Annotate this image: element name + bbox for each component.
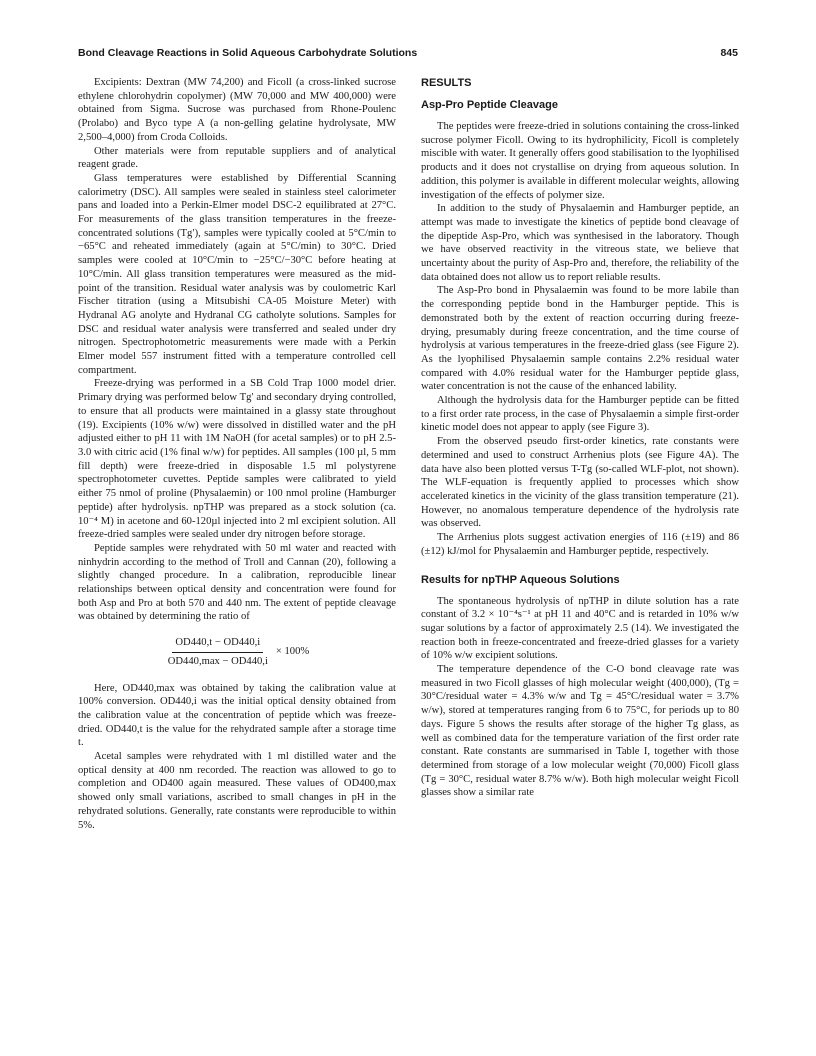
right-column xyxy=(421,76,739,800)
paragraph-arrhenius-plots: From the observed pseudo first-order kinetics, rate constants were determined and used to construct Arrhenius plots (see Figure 4A). The data have also been plotted versus T-Tg (so-called WLF-plot, not shown). The WLF-equation is frequently applied to processes which show accelerated kinetics in the vicinity of the glass transition temperature (21). However, no anomalous temperature dependence of the hydrolysis rate was observed. xyxy=(421,436,739,530)
running-title: Bond Cleavage Reactions in Solid Aqueous Carbohydrate Solutions xyxy=(78,47,418,59)
paragraph-peptide-samples: Peptide samples were rehydrated with 50 ml water and reacted with ninhydrin according to the method of Troll and Cannan (20), following a slightly changed procedure. In a calibration, reproducible linear relationships between optical density and concentration were found for both Asp and Pro at both 570 and 440 nm. The extent of peptide cleavage was obtained by determining the ratio of xyxy=(78,542,396,623)
formula-fraction xyxy=(165,636,271,668)
section-title-results: RESULTS xyxy=(421,77,472,89)
subsection-title-asp-pro: Asp-Pro Peptide Cleavage xyxy=(421,99,558,111)
paragraph-activation-energies: The Arrhenius plots suggest activation energies of 116 (±19) and 86 (±12) kJ/mol for Physalaemin and Hamburger peptide, respectively. xyxy=(421,532,739,557)
page-number: 845 xyxy=(720,47,738,59)
cleavage-ratio-formula xyxy=(78,636,396,668)
paragraph-asp-pro-dipeptide: In addition to the study of Physalaemin and Hamburger peptide, an attempt was made to investigate the kinetics of peptide bond cleavage of the dipeptide Asp-Pro, which was synthesised in the laboratory. Though we have observed reactivity in the vitreous state, we believe that uncertainty about the purity of Asp-Pro and, therefore, the reliability of the data obtained does not allow us to report reliable results. xyxy=(421,203,739,283)
paragraph-excipients: Excipients: Dextran (MW 74,200) and Ficoll (a cross-linked sucrose ethylene chlorohydrin copolymer) (MW 70,000 and MW 400,000) were obtained from Sigma. Sucrose was purchased from Rhone-Poulenc (Prolabo) and Byco type A (a non-gelling gelatine hydrolysate, MW 2,500–4,000) from Croda Colloids. xyxy=(78,77,396,143)
paragraph-ficoll: The peptides were freeze-dried in solutions containing the cross-linked sucrose polymer Ficoll. Owing to its hydrophilicity, Ficoll is completely miscible with water. It generally offers good stabilisation to the lyophilised products and it does not crystallise on drying from aqueous solution. In addition, this polymer is available in different molecular weights, allowing investigation of the effects of polymer size. xyxy=(421,121,739,201)
paragraph-first-order: Although the hydrolysis data for the Hamburger peptide can be fitted to a first order rate process, in the case of Physalaemin a simple first-order kinetic model does not appear to apply (see Figure 3). xyxy=(421,395,739,434)
paragraph-other-materials: Other materials were from reputable suppliers and of analytical reagent grade. xyxy=(78,145,396,171)
formula-denominator: OD440,max − OD440,i xyxy=(167,655,268,667)
paragraph-temperature-dependence: The temperature dependence of the C-O bond cleavage rate was measured in two Ficoll glasses of high molecular weight (400,000), (Tg = 30°C/residual water = 4.3% w/w and Tg = 45°C/residual water = 3.7% w/w), stored at temperatures ranging from 6 to 75°C, for periods up to 80 days. Figure 5 shows the results after storage of the higher Tg glass, as well as combined data for the temperature variation of the first order rate constant. Rate constants are summarised in Table I, together with those determined from storage of a low molecular weight (70,000) Ficoll glass (Tg = 30°C, residual water 8.7% w/w). Both high molecular weight Ficoll glasses show a similar rate xyxy=(421,664,739,799)
paragraph-lability: The Asp-Pro bond in Physalaemin was found to be more labile than the corresponding peptide bond in the Hamburger peptide. This is demonstrated both by the extent of reaction occurring during freeze-drying, presumably during freeze concentration, and the time course of hydrolysis at various temperatures in the freeze-dried glass (see Figure 2). As the lyophilised Physalaemin sample contains 2.2% residual water compared with 4.0% residual water for the Hamburger peptide glass, water concentration is not the cause of the enhanced lability. xyxy=(421,285,739,393)
subsection-title-npthp: Results for npTHP Aqueous Solutions xyxy=(421,573,620,586)
paragraph-spontaneous-hydrolysis: The spontaneous hydrolysis of npTHP in dilute solution has a rate constant of 3.2 × 10⁻⁴s⁻¹ at pH 11 and 40°C and is retarded in 10% w/w sugar solutions by a factor of approximately 2.5 (14). We investigated the reaction both in freeze-concentrated and freeze-dried glasses for a variety of 10% w/w excipient solutions. xyxy=(421,595,739,662)
left-column xyxy=(78,76,396,832)
paragraph-glass-temperatures: Glass temperatures were established by Differential Scanning calorimetry (DSC). All samples were sealed in stainless steel calorimeter pans and loaded into a Perkin-Elmer model DSC-2 equilibrated at 27°C. For measurements of the glass transition temperatures in the freeze-concentrated solutions (Tg′), samples were typically cooled at 5°C/min to −65°C and reheated immediately (again at 5°C/min) to 30°C. Dried samples were cooled at 10°C/min to −25°C/−30°C before heating at 10°C/min. All glass transition temperatures were measured as the mid-point of the transition. Residual water analysis was by coulometric Karl Fischer titration (using a Mitsubishi CA-05 Moisture Meter) with Hydranal AG anolyte and Hydranal CG catholyte solutions. Samples for DSC and residual water analysis were transferred and sealed under dry nitrogen. Spectrophotometric measurements were made with a Perkin Elmer model 557 instrument fitted with a temperature controlled cell compartment. xyxy=(78,172,396,376)
paragraph-freeze-drying: Freeze-drying was performed in a SB Cold Trap 1000 model drier. Primary drying was performed below Tg′ and secondary drying controlled, to ensure that all products were maintained in a glassy state throughout (19). Excipients (10% w/w) were dissolved in distilled water and the pH adjusted either to pH 11 with 1M NaOH (for acetal samples) or to pH 2.5-3.0 with citric acid (1% final w/w) for peptides. All samples (100 µl, 5 mm fill depth) were freeze-dried in disposable 1.5 ml polystyrene spectrophotometer cuvettes. Peptide samples were calibrated to yield either 75 nmol of proline (Physalaemin) or 100 nmol proline (Hamburger peptide) after hydrolysis. npTHP was prepared as a stock solution (ca. 10⁻⁴ M) in acetone and 60-120µl injected into 2 ml excipient solution. All freeze-dried samples were sealed under dry nitrogen before storage. xyxy=(78,378,396,541)
formula-numerator: OD440,t − OD440,i xyxy=(172,636,263,653)
paragraph-od-definitions: Here, OD440,max was obtained by taking the calibration value at 100% conversion. OD440,i was the initial optical density obtained from the calibration value at the concentration of peptide which was freeze-dried. OD440,t is the value for the rehydrated sample after a storage time t. xyxy=(78,682,396,749)
paragraph-acetal-samples: Acetal samples were rehydrated with 1 ml distilled water and the optical density at 400 nm recorded. The reaction was allowed to go to completion and OD400 again measured. These values of OD400,max showed only small variations, ascribed to small changes in pH in the rehydrated solutions. Generally, rate constants were reproducible to within 5%. xyxy=(78,751,396,831)
formula-multiplier: × 100% xyxy=(275,646,310,658)
running-header xyxy=(78,47,738,63)
